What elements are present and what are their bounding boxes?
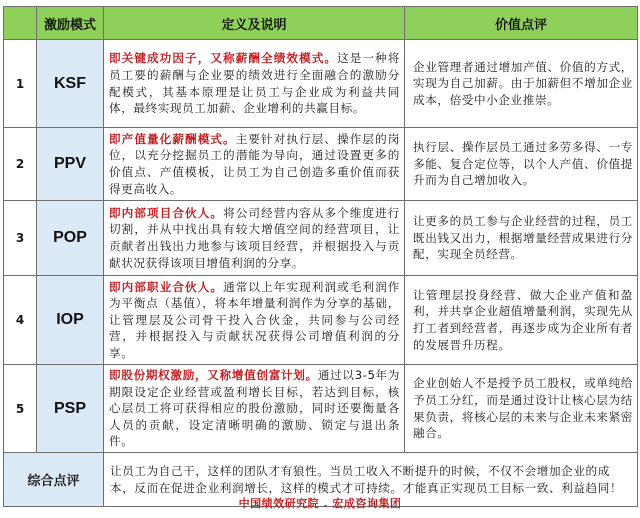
definition-cell [104,365,405,453]
row-index: 5 [4,365,37,453]
summary-title: 综合点评 [4,453,104,507]
evaluation-cell: 让更多的员工参与企业经营的过程，员工既出钱又出力，根据增量经营成果进行分配，实现全员经营。 [405,201,638,276]
definition-text: 通常以上年实现利润或毛利润作为平衡点（基值），将本年增量利润作为分享的基础，让管理层及公司骨干投入合伙金，共同参与公司经营，并根据投入与贡献状况获得公司增值利润的分享。 [109,279,400,360]
summary-text: 让员工为自己干，这样的团队才有狼性。当员工收入不断提升的时候，不仅不会增加企业的成本，反而在促进企业利润增长，这样的模式才可持续。才能真正实现员工目标一致、利益趋同！ [104,453,638,507]
table-row [4,365,638,453]
definition-cell [104,201,405,276]
definition-highlight: 即股份期权激励，又称增值创富计划。 [109,368,318,383]
evaluation-cell: 企业创始人不是授予员工股权，或单纯给予员工分红，而是通过设计让核心层为结果负责，将核心层的未来与企业未来紧密融合。 [405,365,638,453]
row-index: 2 [4,128,37,201]
table-row [4,276,638,365]
header-index [4,7,37,40]
row-index: 4 [4,276,37,365]
table-row [4,201,638,276]
mode-name: IOP [37,276,104,365]
footer-credit: 中国绩效研究院 . 宏成咨询集团 [238,497,402,510]
row-index: 3 [4,201,37,276]
incentive-mode-table [3,6,638,507]
definition-cell [104,40,405,128]
definition-text: 通过以3-5年为期限设定企业经营或盈利增长目标，若达到目标，核心层员工将可获得相应的股份激励，同时还要衡量各人员的贡献，设定清晰明确的激励、锁定与退出条件。 [109,368,400,449]
definition-cell [104,276,405,365]
definition-text: 主要针对执行层、操作层的岗位，以充分挖掘员工的潜能为导向，通过设置更多的价值点、产值模板，让员工为自己创造多重价值而获得更高收入。 [109,131,400,196]
header-mode: 激励模式 [37,7,104,40]
row-index: 1 [4,40,37,128]
definition-text: 这是一种将员工要的薪酬与企业要的绩效进行全面融合的激励分配模式，其基本原理是让员工与企业成为利益共同体，最终实现员工加薪、企业增利的共赢目标。 [109,51,400,116]
evaluation-cell: 执行层、操作层员工通过多劳多得、一专多能、复合定位等，以个人产值、价值提升而为自己增加收入。 [405,128,638,201]
definition-highlight: 即内部项目合伙人。 [109,205,224,220]
table-row [4,128,638,201]
definition-highlight: 即产值量化薪酬模式。 [109,131,236,146]
definition-text: 将公司经营内容从多个维度进行切割，并从中找出具有较大增值空间的经营项目，让贡献者出钱出力地参与该项目经营，并根据投入与贡献状况获得该项目增值利润的分享。 [109,205,400,270]
header-definition: 定义及说明 [104,7,405,40]
header-evaluation: 价值点评 [405,7,638,40]
definition-cell [104,128,405,201]
mode-name: PPV [37,128,104,201]
mode-name: KSF [37,40,104,128]
mode-name: POP [37,201,104,276]
evaluation-cell: 企业管理者通过增加产值、价值的方式，实现为自己加薪。由于加薪但不增加企业成本，倍受中小企业推崇。 [405,40,638,128]
table-row [4,40,638,128]
header-row [4,7,638,40]
definition-highlight: 即内部职业合伙人。 [109,279,224,294]
mode-name: PSP [37,365,104,453]
evaluation-cell: 让管理层投身经营、做大企业产值和盈利，并共享企业超值增量利润，实现先从打工者到经营者，再逐步成为企业所有者的发展晋升历程。 [405,276,638,365]
definition-highlight: 即关键成功因子，又称薪酬全绩效模式。 [109,51,338,66]
